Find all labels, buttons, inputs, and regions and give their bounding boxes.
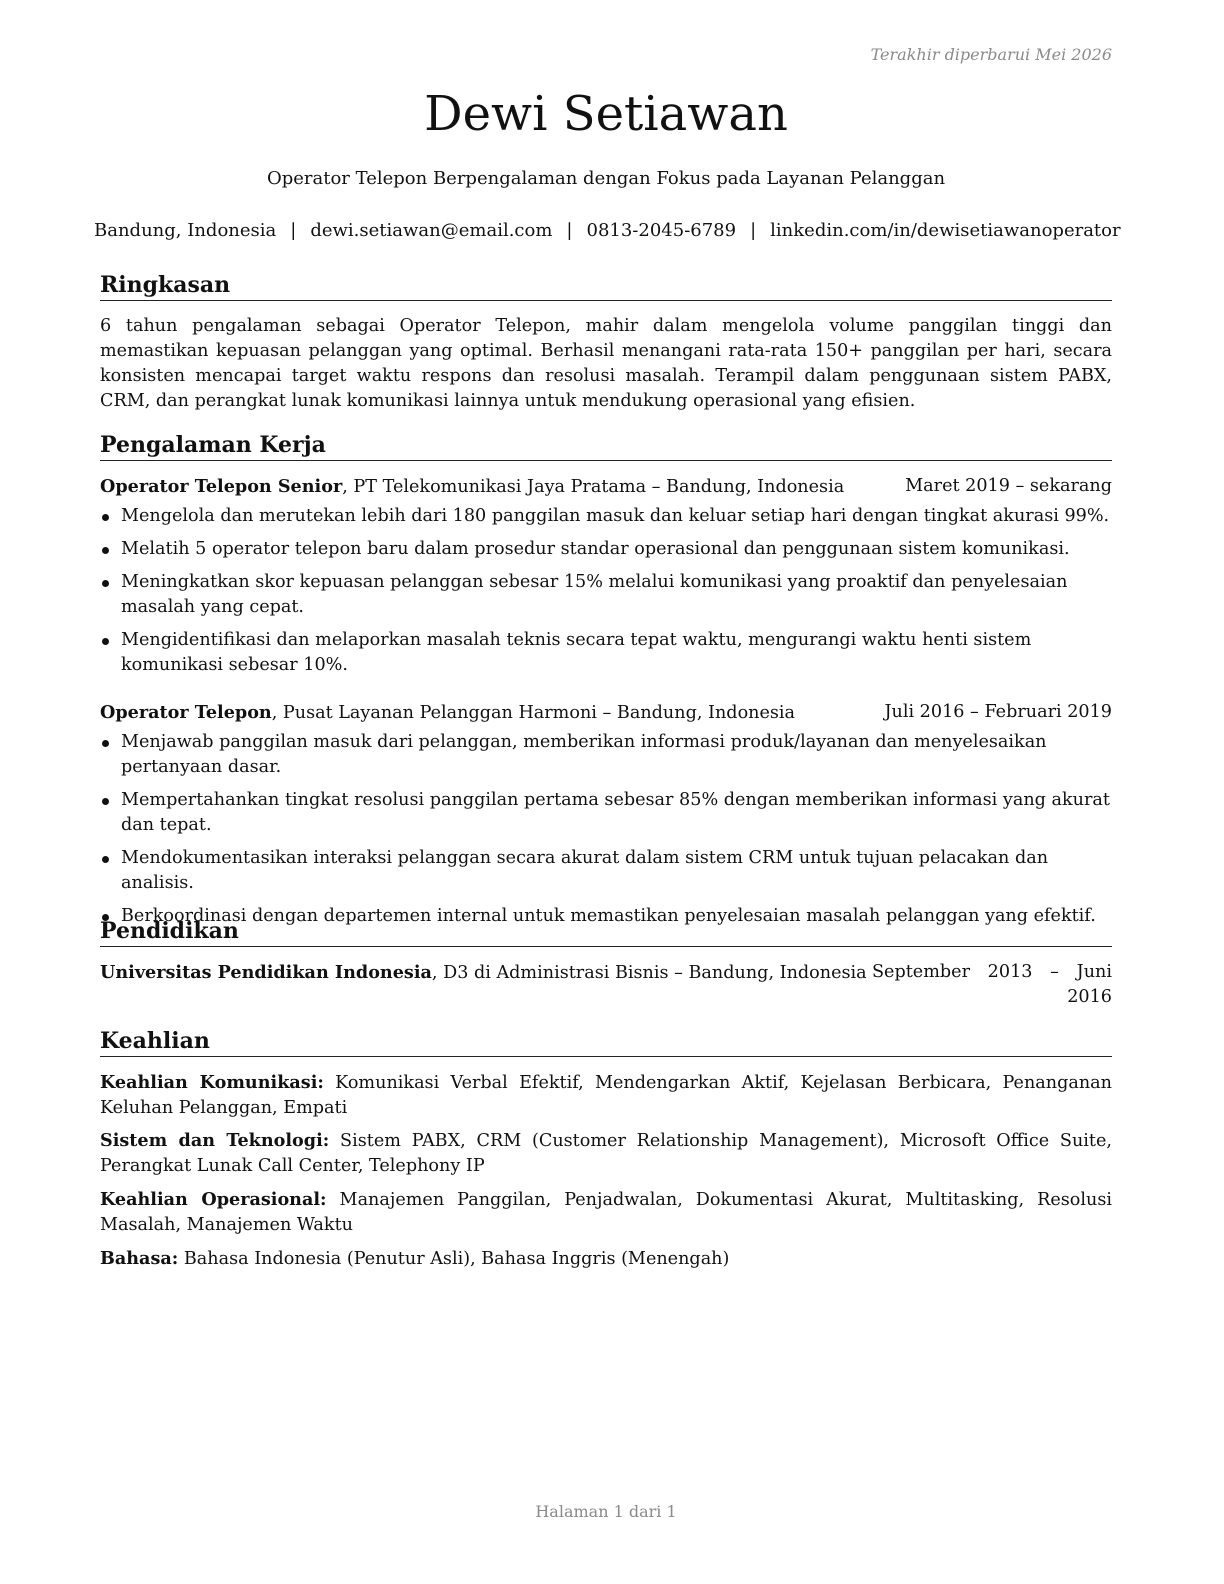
skill-row bbox=[100, 1070, 1112, 1121]
job-org: , Pusat Layanan Pelanggan Harmoni – Bandung, Indonesia bbox=[271, 703, 796, 723]
skill-text: Sistem PABX, CRM (Customer Relationship Management), Microsoft Office Suite, Perangkat Lunak Call Center, Telephony IP bbox=[100, 1131, 1112, 1176]
contact-phone: 0813-2045-6789 bbox=[586, 220, 737, 241]
skill-text: Komunikasi Verbal Efektif, Mendengarkan Aktif, Kejelasan Berbicara, Penanganan Keluhan Pelanggan, Empati bbox=[100, 1073, 1112, 1118]
job-dates: Juli 2016 – Februari 2019 bbox=[884, 702, 1112, 722]
bullet-dot bbox=[102, 798, 109, 805]
bullet-text: Berkoordinasi dengan departemen internal untuk memastikan penyelesaian masalah pelanggan yang efektif. bbox=[121, 906, 1096, 926]
list-item bbox=[100, 628, 1112, 678]
list-item bbox=[100, 788, 1112, 838]
list-item bbox=[100, 570, 1112, 620]
education-dates-line1: September 2013 – Juni bbox=[872, 962, 1112, 982]
job-bullets bbox=[100, 730, 1112, 937]
bullet-text: Menjawab panggilan masuk dari pelanggan, memberikan informasi produk/layanan dan menyelesaikan pertanyaan dasar. bbox=[121, 732, 1047, 777]
education-school: Universitas Pendidikan Indonesia bbox=[100, 962, 432, 983]
list-item bbox=[100, 730, 1112, 780]
contact-location: Bandung, Indonesia bbox=[94, 220, 277, 241]
resume-page bbox=[94, 0, 1121, 1584]
job-title-line bbox=[100, 474, 844, 500]
bullet-dot bbox=[102, 638, 109, 645]
job-header bbox=[100, 474, 1112, 500]
contact-line bbox=[94, 220, 1121, 241]
bullet-text: Mempertahankan tingkat resolusi panggilan pertama sebesar 85% dengan memberikan informasi yang akurat dan tepat. bbox=[121, 790, 1110, 835]
skill-label: Keahlian Komunikasi: bbox=[100, 1072, 324, 1093]
skill-row bbox=[100, 1187, 1112, 1238]
section-title-summary: Ringkasan bbox=[100, 270, 1112, 301]
job-dates: Maret 2019 – sekarang bbox=[905, 476, 1112, 496]
skill-label: Keahlian Operasional: bbox=[100, 1189, 327, 1210]
job-header bbox=[100, 700, 1112, 726]
list-item bbox=[100, 537, 1112, 562]
job-title-line bbox=[100, 700, 795, 726]
summary-text: 6 tahun pengalaman sebagai Operator Telepon, mahir dalam mengelola volume panggilan tinggi dan memastikan kepuasan pelanggan yang optimal. Berhasil menangani rata-rata 150+ panggilan per hari, secara konsisten mencapai target waktu respons dan resolusi masalah. Terampil dalam penggunaan sistem PABX, CRM, dan perangkat lunak komunikasi lainnya untuk mendukung operasional yang efisien. bbox=[100, 316, 1112, 411]
skill-text: Manajemen Panggilan, Penjadwalan, Dokumentasi Akurat, Multitasking, Resolusi Masalah, Manajemen Waktu bbox=[100, 1190, 1112, 1235]
contact-linkedin[interactable]: linkedin.com/in/dewisetiawanoperator bbox=[770, 220, 1121, 241]
section-title-skills: Keahlian bbox=[100, 1026, 1112, 1057]
tagline: Operator Telepon Berpengalaman dengan Fokus pada Layanan Pelanggan bbox=[266, 168, 946, 189]
section-title-education: Pendidikan bbox=[100, 916, 1112, 947]
page-footer: Halaman 1 dari 1 bbox=[535, 1502, 677, 1521]
skill-label: Bahasa: bbox=[100, 1248, 179, 1269]
section-title-experience: Pengalaman Kerja bbox=[100, 430, 1112, 461]
bullet-dot bbox=[102, 856, 109, 863]
bullet-text: Meningkatkan skor kepuasan pelanggan sebesar 15% melalui komunikasi yang proaktif dan penyelesaian masalah yang cepat. bbox=[121, 572, 1068, 617]
last-updated: Terakhir diperbarui Mei 2026 bbox=[870, 45, 1112, 64]
bullet-dot bbox=[102, 580, 109, 587]
job-org: , PT Telekomunikasi Jaya Pratama – Bandung, Indonesia bbox=[342, 477, 845, 497]
job-bullets bbox=[100, 504, 1112, 686]
bullet-text: Mendokumentasikan interaksi pelanggan secara akurat dalam sistem CRM untuk tujuan pelacakan dan analisis. bbox=[121, 848, 1049, 893]
contact-email[interactable]: dewi.setiawan@email.com bbox=[310, 220, 553, 241]
education-line bbox=[100, 960, 867, 1010]
bullet-text: Melatih 5 operator telepon baru dalam prosedur standar operasional dan penggunaan sistem komunikasi. bbox=[121, 539, 1070, 559]
skill-row bbox=[100, 1128, 1112, 1179]
bullet-dot bbox=[102, 740, 109, 747]
skill-text: Bahasa Indonesia (Penutur Asli), Bahasa Inggris (Menengah) bbox=[178, 1249, 730, 1269]
education-dates bbox=[872, 960, 1112, 1010]
bullet-text: Mengidentifikasi dan melaporkan masalah teknis secara tepat waktu, mengurangi waktu henti sistem komunikasi sebesar 10%. bbox=[121, 630, 1032, 675]
bullet-dot bbox=[102, 547, 109, 554]
candidate-name: Dewi Setiawan bbox=[424, 86, 788, 142]
skill-row bbox=[100, 1246, 1112, 1272]
bullet-text: Mengelola dan merutekan lebih dari 180 panggilan masuk dan keluar setiap hari dengan tingkat akurasi 99%. bbox=[121, 506, 1110, 526]
list-item bbox=[100, 846, 1112, 896]
job-role: Operator Telepon Senior bbox=[100, 476, 343, 497]
contact-separator: | bbox=[290, 220, 297, 241]
skill-label: Sistem dan Teknologi: bbox=[100, 1130, 330, 1151]
contact-separator: | bbox=[566, 220, 573, 241]
education-detail: , D3 di Administrasi Bisnis – Bandung, Indonesia bbox=[431, 963, 867, 983]
contact-separator: | bbox=[750, 220, 757, 241]
bullet-dot bbox=[102, 514, 109, 521]
education-entry bbox=[100, 960, 1112, 1010]
job-role: Operator Telepon bbox=[100, 702, 272, 723]
list-item bbox=[100, 504, 1112, 529]
education-dates-line2: 2016 bbox=[1067, 987, 1112, 1007]
